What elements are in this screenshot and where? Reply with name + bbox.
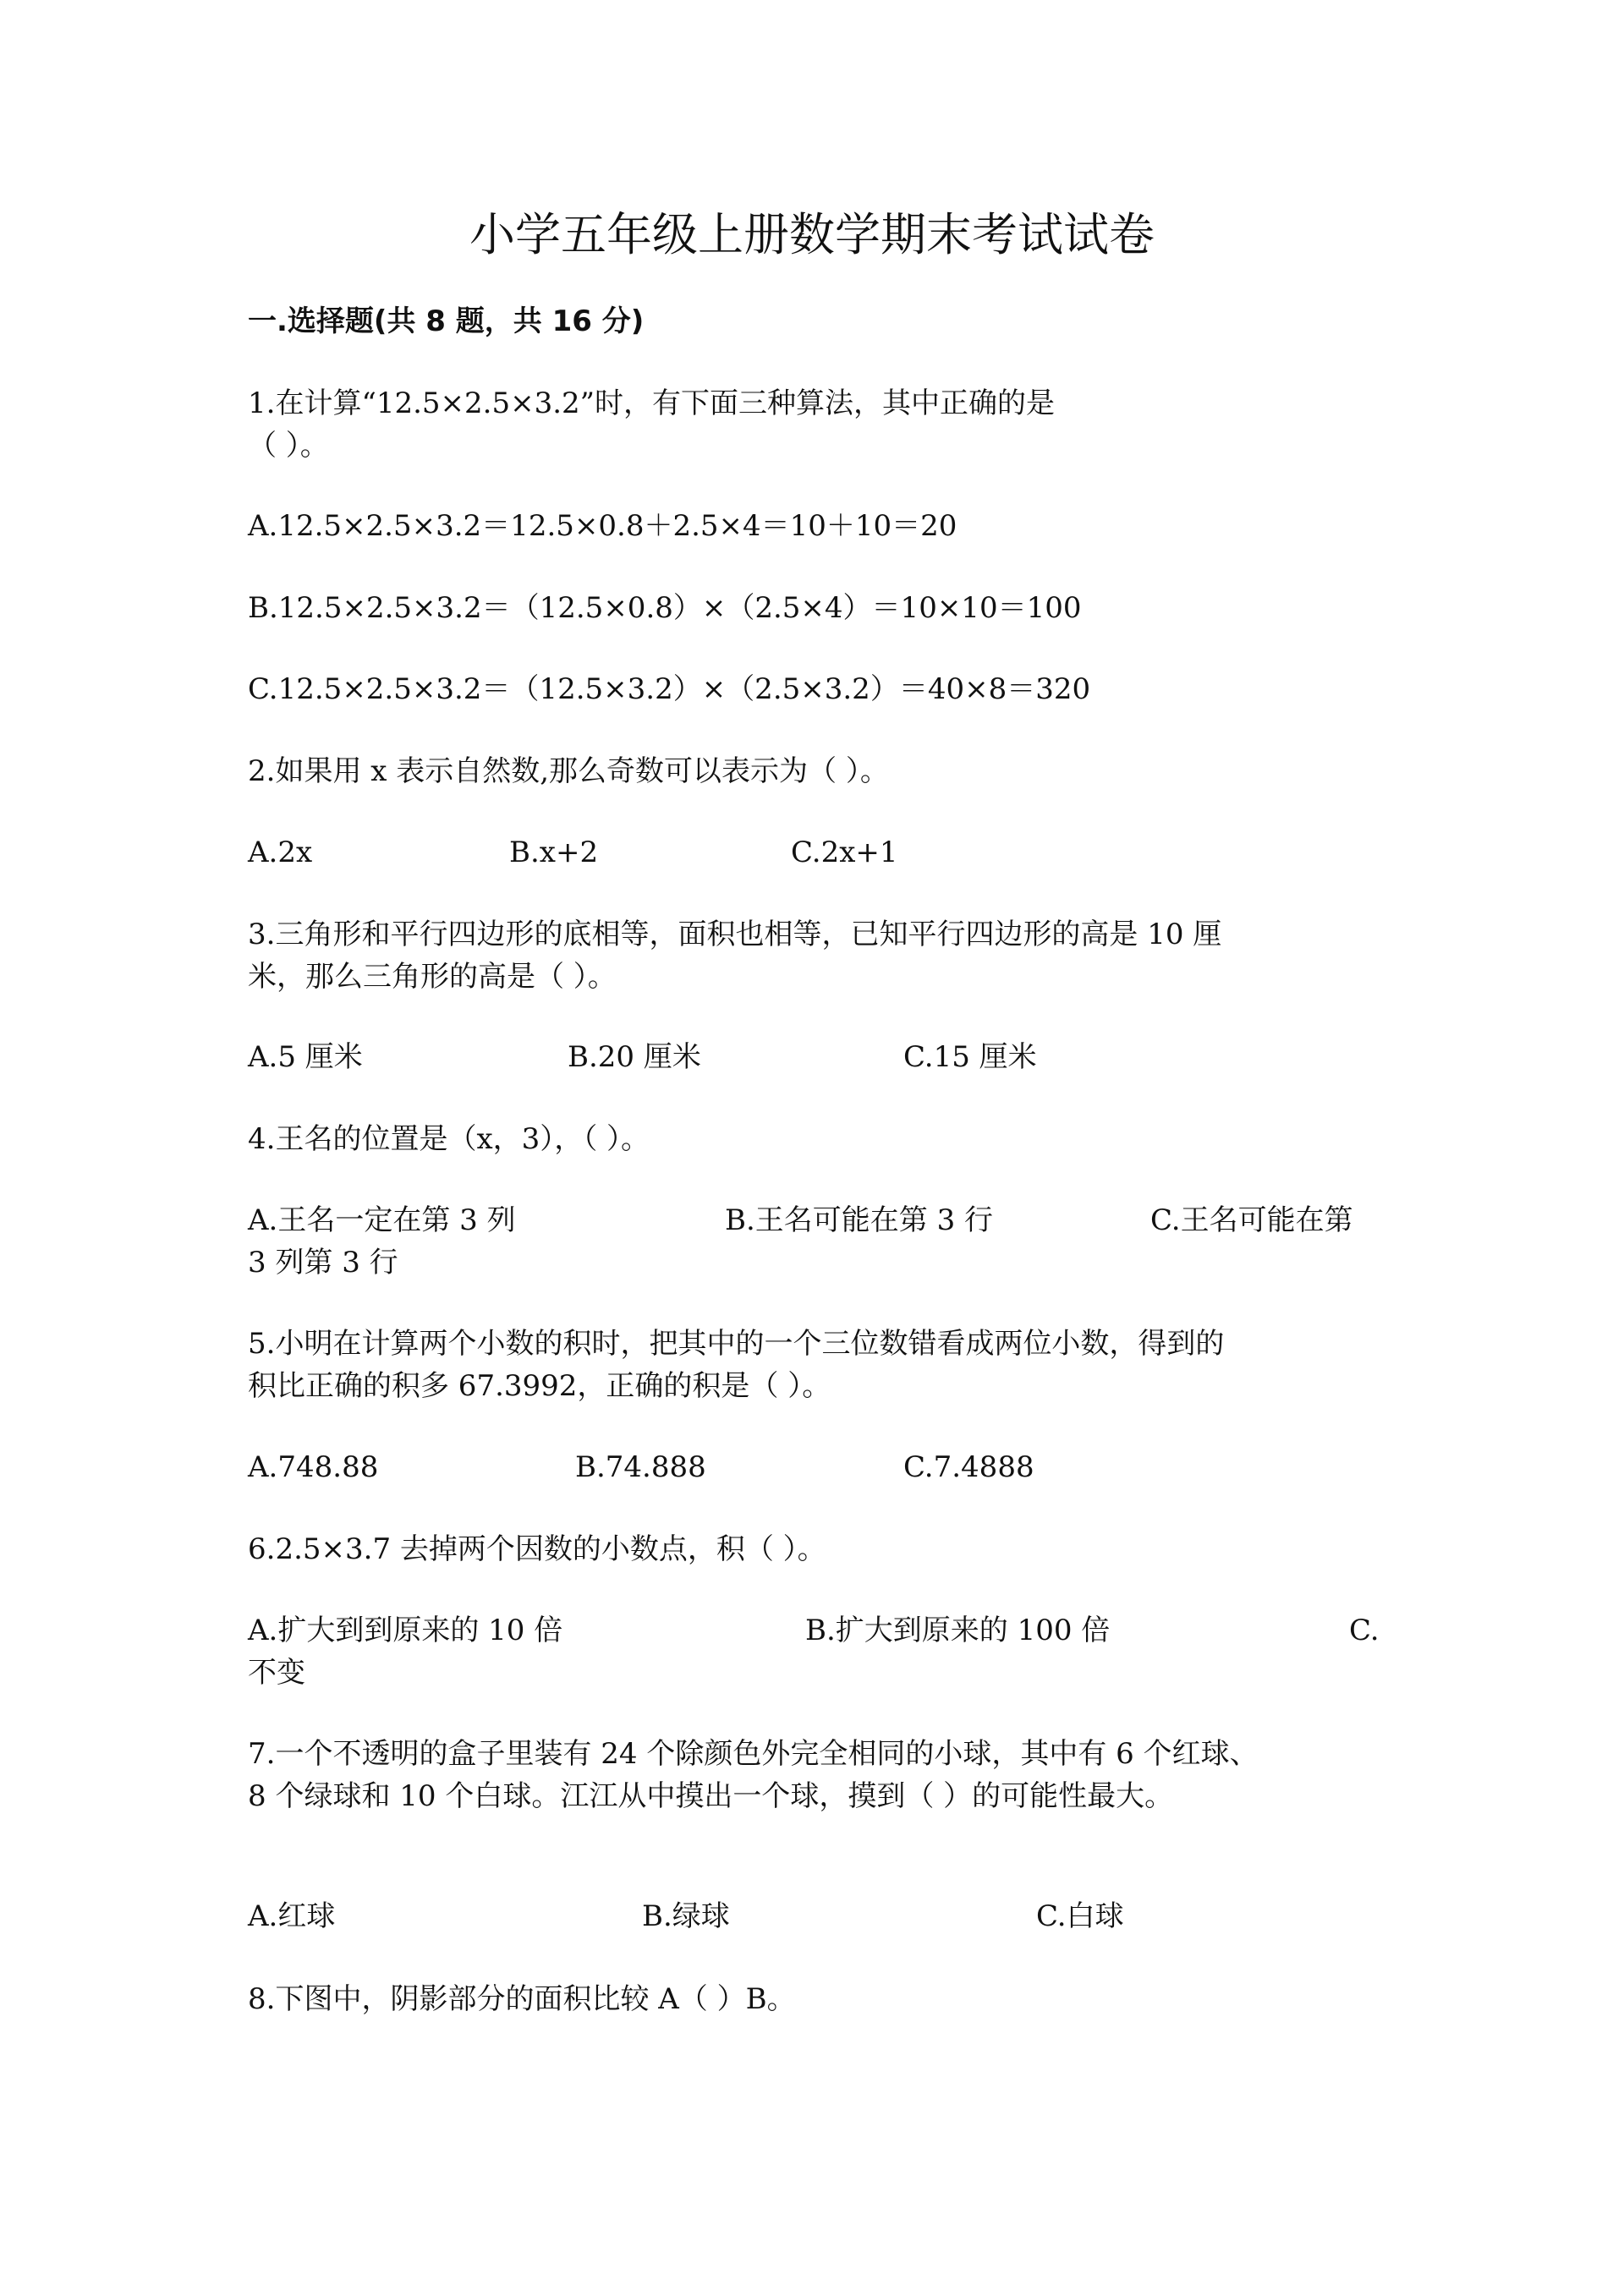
q1-stem-line-1: 1.在计算“12.5×2.5×3.2”时，有下面三种算法，其中正确的是 xyxy=(248,386,1056,420)
q8-stem: 8.下图中，阴影部分的面积比较 A（ ）B。 xyxy=(248,1982,796,2016)
q4-option-c-continuation: 3 列第 3 行 xyxy=(248,1246,398,1280)
q7-option-c: C.白球 xyxy=(1036,1899,1124,1933)
q1-option-a: A.12.5×2.5×3.2＝12.5×0.8＋2.5×4＝10＋10＝20 xyxy=(248,509,957,543)
q7-stem-line-2: 8 个绿球和 10 个白球。江江从中摸出一个球，摸到（ ）的可能性最大。 xyxy=(248,1779,1174,1813)
q2-option-b: B.x+2 xyxy=(509,836,599,869)
q4-option-a: A.王名一定在第 3 列 xyxy=(248,1203,516,1237)
q6-option-a: A.扩大到到原来的 10 倍 xyxy=(248,1614,563,1647)
q5-option-a: A.748.88 xyxy=(248,1450,379,1484)
q7-option-a: A.红球 xyxy=(248,1899,336,1933)
q6-option-c: C. xyxy=(1349,1614,1380,1647)
q3-stem-line-1: 3.三角形和平行四边形的底相等，面积也相等，已知平行四边形的高是 10 厘 xyxy=(248,918,1222,951)
q5-option-b: B.74.888 xyxy=(575,1450,706,1484)
q3-option-a: A.5 厘米 xyxy=(248,1040,363,1074)
q5-option-c: C.7.4888 xyxy=(903,1450,1034,1484)
q3-option-c: C.15 厘米 xyxy=(903,1040,1037,1074)
q6-option-c-continuation: 不变 xyxy=(248,1656,305,1690)
q2-option-a: A.2x xyxy=(248,836,313,869)
section-heading: 一.选择题(共 8 题，共 16 分) xyxy=(248,304,645,338)
q4-stem: 4.王名的位置是（x，3），（ ）。 xyxy=(248,1122,650,1156)
q2-option-c: C.2x+1 xyxy=(791,836,898,869)
q1-stem-line-2: （ ）。 xyxy=(248,429,329,463)
page-title: 小学五年级上册数学期末考试试卷 xyxy=(469,208,1155,261)
q6-stem: 6.2.5×3.7 去掉两个因数的小数点，积（ ）。 xyxy=(248,1532,826,1566)
q4-option-c: C.王名可能在第 xyxy=(1150,1203,1353,1237)
q1-option-c: C.12.5×2.5×3.2＝（12.5×3.2）×（2.5×3.2）＝40×8＝320 xyxy=(248,672,1091,706)
q1-option-b: B.12.5×2.5×3.2＝（12.5×0.8）×（2.5×4）＝10×10＝100 xyxy=(248,591,1082,625)
q3-stem-line-2: 米，那么三角形的高是（ ）。 xyxy=(248,960,617,994)
q6-option-b: B.扩大到原来的 100 倍 xyxy=(805,1614,1111,1647)
q7-option-b: B.绿球 xyxy=(642,1899,730,1933)
q5-stem-line-2: 积比正确的积多 67.3992，正确的积是（ ）。 xyxy=(248,1369,831,1403)
q5-stem-line-1: 5.小明在计算两个小数的积时，把其中的一个三位数错看成两位小数，得到的 xyxy=(248,1327,1225,1361)
q4-option-b: B.王名可能在第 3 行 xyxy=(725,1203,994,1237)
q3-option-b: B.20 厘米 xyxy=(568,1040,701,1074)
q7-stem-line-1: 7.一个不透明的盒子里装有 24 个除颜色外完全相同的小球，其中有 6 个红球、 xyxy=(248,1737,1259,1771)
q2-stem: 2.如果用 x 表示自然数,那么奇数可以表示为（ ）。 xyxy=(248,754,889,788)
